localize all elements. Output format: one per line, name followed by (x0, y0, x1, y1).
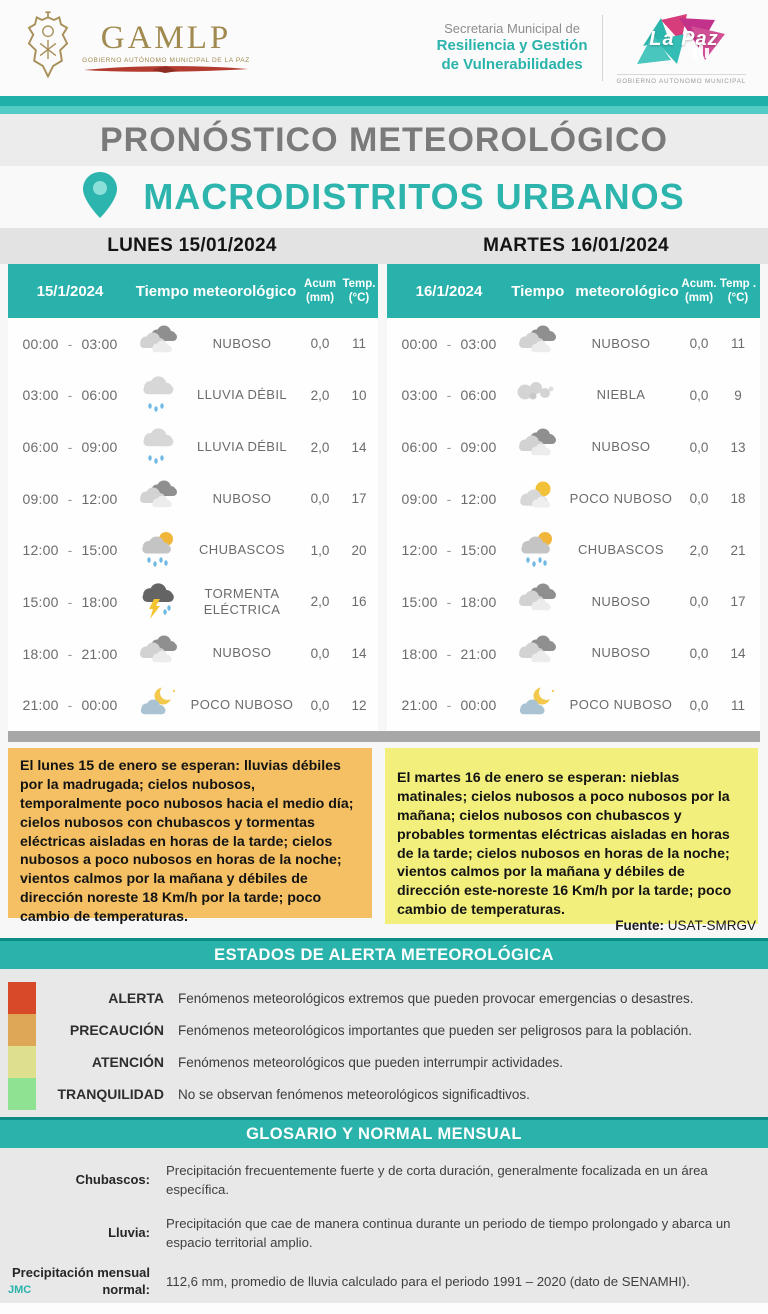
temperature-value: 14 (351, 646, 367, 662)
night-partly-icon (132, 685, 184, 725)
secretaria-line2: Resiliencia y Gestión (436, 37, 588, 55)
temperature-value: 16 (351, 594, 367, 610)
precipitation-value: 0,0 (689, 594, 709, 610)
glossary-term: Chubascos: (75, 1171, 150, 1187)
time-from: 00:00 (22, 335, 59, 352)
precipitation-value: 0,0 (689, 646, 709, 662)
forecast-row (387, 318, 760, 370)
time-dash: - (67, 490, 73, 507)
forecast-row (8, 370, 378, 422)
time-range (8, 439, 132, 455)
weather-label: NUBOSO (591, 438, 651, 454)
time-to: 09:00 (460, 439, 497, 456)
lapaz-title: La Paz (649, 27, 719, 50)
time-to: 09:00 (81, 439, 118, 456)
time-from: 21:00 (401, 697, 438, 714)
cloudy-icon (511, 324, 563, 364)
column-header-weather: Tiempo meteorológico (511, 282, 679, 300)
temperature-value: 14 (730, 646, 746, 662)
weather-label: NUBOSO (591, 645, 651, 661)
summary-box-tuesday: El martes 16 de enero se esperan: nieblas matinales; cielos nubosos a poco nubosos por la mañana; cielos nubosos con chubascos y probables tormentas eléctricas aisladas en horas de la tarde; cielos nubosos en horas de la noche; vientos calmos por la mañana y débiles de dirección este-noreste 16 Km/h por la tarde; poco cambio de temperaturas. (385, 748, 758, 924)
weather-label: NUBOSO (212, 490, 272, 506)
forecast-row (8, 473, 378, 525)
time-from: 15:00 (401, 593, 438, 610)
column-header-temp (719, 277, 757, 306)
time-from: 18:00 (22, 645, 59, 662)
lapaz-emblem-icon (635, 12, 727, 73)
night-partly-icon (511, 685, 563, 725)
glossary-definition: Precipitación que cae de manera continua durante un periodo de tiempo prolongado y abarca un espacio territorial amplio. (166, 1215, 731, 1250)
day-header-tuesday: MARTES 16/01/2024 (483, 235, 669, 256)
time-to: 15:00 (81, 542, 118, 559)
forecast-row (8, 525, 378, 577)
time-range (387, 646, 511, 662)
time-dash: - (446, 697, 452, 714)
temperature-value: 17 (351, 491, 367, 507)
time-dash: - (446, 542, 452, 559)
page-title: PRONÓSTICO METEOROLÓGICO (99, 120, 669, 159)
glossary-area (0, 1148, 768, 1303)
precipitation-value: 2,0 (310, 439, 330, 455)
forecast-row (8, 628, 378, 680)
precipitation-value: 1,0 (310, 542, 330, 558)
glossary-definition: 112,6 mm, promedio de lluvia calculado para el periodo 1991 – 2020 (dato de SENAMHI). (166, 1274, 690, 1290)
forecast-row (8, 318, 378, 370)
alert-level-row (0, 1078, 768, 1110)
glossary-term: Lluvia: (108, 1224, 150, 1240)
precipitation-value: 0,0 (689, 387, 709, 403)
temperature-value: 13 (730, 439, 746, 455)
weather-label: CHUBASCOS (199, 542, 285, 558)
weather-label: NUBOSO (591, 593, 651, 609)
time-range (8, 542, 132, 558)
temperature-value: 9 (734, 387, 742, 403)
precipitation-value: 0,0 (310, 646, 330, 662)
precipitation-value: 2,0 (310, 594, 330, 610)
gamlp-subtitle: GOBIERNO AUTÓNOMO MUNICIPAL DE LA PAZ (82, 57, 250, 64)
temperature-value: 12 (351, 697, 367, 713)
time-dash: - (67, 335, 73, 352)
time-from: 06:00 (22, 439, 59, 456)
weather-label: NUBOSO (212, 645, 272, 661)
time-dash: - (67, 697, 73, 714)
column-header-date: 16/1/2024 (415, 282, 483, 300)
secretaria-line3: de Vulnerabilidades (441, 56, 583, 74)
time-dash: - (67, 593, 73, 610)
time-to: 15:00 (460, 542, 497, 559)
weather-label: LLUVIA DÉBIL (196, 387, 288, 403)
alert-level-row (0, 982, 768, 1014)
time-to: 03:00 (81, 335, 118, 352)
alert-level-description: Fenómenos meteorológicos importantes que pueden ser peligrosos para la población. (178, 1022, 693, 1038)
column-header-temp-line1: Temp. (342, 277, 376, 290)
column-header-acum-line1: Acum (304, 277, 336, 290)
alert-color-swatch (8, 1014, 36, 1046)
secretaria-block (437, 21, 588, 75)
column-header-weather: Tiempo meteorológico (135, 282, 297, 300)
temperature-value: 18 (730, 491, 746, 507)
time-range (8, 646, 132, 662)
precipitation-value: 0,0 (689, 336, 709, 352)
glossary-row (0, 1156, 768, 1204)
precipitation-value: 0,0 (689, 697, 709, 713)
time-dash: - (446, 490, 452, 507)
column-header-temp-line2: (°C) (348, 292, 370, 304)
time-from: 21:00 (22, 697, 59, 714)
lapaz-subtitle: GOBIERNO AUTONOMO MUNICIPAL (617, 74, 746, 85)
temperature-value: 11 (730, 697, 745, 713)
forecast-row (387, 421, 760, 473)
time-to: 00:00 (460, 697, 497, 714)
column-header-date: 15/1/2024 (36, 282, 104, 300)
cloudy-icon (511, 634, 563, 674)
temperature-value: 17 (730, 594, 746, 610)
time-dash: - (67, 387, 73, 404)
time-range (387, 336, 511, 352)
forecast-row (8, 576, 378, 628)
lapaz-logo (617, 12, 746, 85)
cloudy-icon (132, 634, 184, 674)
showers-icon (511, 530, 563, 570)
time-to: 00:00 (81, 697, 118, 714)
forecast-row (387, 473, 760, 525)
temperature-value: 10 (351, 387, 367, 403)
glossary-section-title: GLOSARIO Y NORMAL MENSUAL (0, 1120, 768, 1148)
time-dash: - (446, 439, 452, 456)
weather-label: LLUVIA DÉBIL (196, 438, 288, 454)
time-from: 00:00 (401, 335, 438, 352)
title-band (0, 114, 768, 166)
time-from: 18:00 (401, 645, 438, 662)
time-from: 06:00 (401, 439, 438, 456)
time-to: 21:00 (460, 645, 497, 662)
forecast-row (387, 370, 760, 422)
time-dash: - (446, 593, 452, 610)
light-rain-icon (132, 375, 184, 415)
page-header (0, 0, 768, 96)
forecast-row (8, 421, 378, 473)
column-header-temp-line1: Temp . (719, 277, 757, 290)
source-value: USAT-SMRGV (663, 918, 756, 933)
temperature-value: 11 (351, 336, 366, 352)
weather-label: CHUBASCOS (578, 542, 664, 558)
teal-divider-bar (0, 96, 768, 114)
time-dash: - (67, 542, 73, 559)
alerts-section-title: ESTADOS DE ALERTA METEOROLÓGICA (0, 941, 768, 969)
time-dash: - (67, 439, 73, 456)
time-range (8, 697, 132, 713)
time-to: 18:00 (81, 593, 118, 610)
source-line (420, 918, 756, 933)
time-to: 21:00 (81, 645, 118, 662)
column-header-acum (679, 277, 719, 306)
time-dash: - (446, 645, 452, 662)
time-to: 06:00 (460, 387, 497, 404)
day-header-monday: LUNES 15/01/2024 (107, 235, 277, 256)
time-range (8, 491, 132, 507)
glossary-row (0, 1262, 768, 1302)
time-range (387, 594, 511, 610)
forecast-body-0 (8, 318, 378, 731)
forecast-row (8, 679, 378, 731)
credit-initials: JMC (8, 1284, 32, 1296)
fog-icon (511, 375, 563, 415)
day-header-band (0, 228, 768, 264)
alert-level-name: TRANQUILIDAD (57, 1086, 164, 1102)
temperature-value: 14 (351, 439, 367, 455)
column-header-temp (340, 277, 378, 306)
column-header-temp-line2: (°C) (727, 292, 749, 304)
time-from: 03:00 (401, 387, 438, 404)
cloudy-icon (132, 479, 184, 519)
alert-level-name: PRECAUCIÓN (69, 1022, 164, 1038)
forecast-body-1 (387, 318, 760, 731)
weather-label: NUBOSO (212, 335, 272, 351)
light-rain-icon (132, 427, 184, 467)
gamlp-crest-icon (22, 10, 74, 87)
time-to: 18:00 (460, 593, 497, 610)
table-header-tuesday (387, 264, 760, 318)
time-range (387, 387, 511, 403)
temperature-value: 11 (730, 336, 745, 352)
time-range (387, 491, 511, 507)
alert-level-row (0, 1014, 768, 1046)
time-range (387, 697, 511, 713)
time-range (8, 594, 132, 610)
gamlp-wordmark (82, 22, 250, 74)
source-label: Fuente: (615, 918, 664, 933)
time-from: 12:00 (401, 542, 438, 559)
page-subtitle: MACRODISTRITOS URBANOS (143, 176, 685, 217)
header-right-block (437, 12, 746, 85)
weather-label: NIEBLA (596, 387, 646, 403)
time-from: 12:00 (22, 542, 59, 559)
cloudy-icon (511, 582, 563, 622)
weather-label: POCO NUBOSO (190, 697, 294, 713)
time-to: 06:00 (81, 387, 118, 404)
time-to: 03:00 (460, 335, 497, 352)
time-range (387, 542, 511, 558)
weather-label: POCO NUBOSO (569, 490, 673, 506)
cloudy-icon (132, 324, 184, 364)
precipitation-value: 0,0 (310, 697, 330, 713)
gamlp-logo (22, 10, 250, 87)
alert-level-name: ATENCIÓN (91, 1054, 164, 1070)
time-range (387, 439, 511, 455)
cloudy-icon (511, 427, 563, 467)
forecast-row (387, 679, 760, 731)
temperature-value: 20 (351, 542, 367, 558)
column-header-acum (300, 277, 340, 306)
precipitation-value: 2,0 (689, 542, 709, 558)
time-range (8, 387, 132, 403)
location-pin-icon (83, 172, 117, 223)
time-from: 15:00 (22, 593, 59, 610)
alert-color-swatch (8, 982, 36, 1014)
alert-level-description: Fenómenos meteorológicos que pueden interrumpir actividades. (178, 1054, 563, 1070)
gamlp-red-ribbon (82, 64, 250, 74)
showers-icon (132, 530, 184, 570)
alert-level-description: Fenómenos meteorológicos extremos que pueden provocar emergencias o desastres. (178, 990, 694, 1006)
summary-box-monday: El lunes 15 de enero se esperan: lluvias débiles por la madrugada; cielos nubosos, temporalmente poco nubosos hacia el medio día; cielos nubosos con chubascos y tormentas eléctricas aisladas en horas de la tarde; cielos nubosos a poco nubosos en horas de la noche; vientos calmos por la mañana y débiles de dirección noreste 18 Km/h por la tarde; poco cambio de temperaturas. (8, 748, 372, 918)
table-header-monday (8, 264, 378, 318)
time-dash: - (446, 335, 452, 352)
secretaria-line1: Secretaria Municipal de (444, 21, 580, 37)
section-divider-bar (8, 731, 760, 742)
precipitation-value: 0,0 (689, 491, 709, 507)
weather-label: POCO NUBOSO (569, 697, 673, 713)
time-from: 03:00 (22, 387, 59, 404)
time-range (8, 336, 132, 352)
alert-color-swatch (8, 1078, 36, 1110)
temperature-value: 21 (730, 542, 746, 558)
precipitation-value: 0,0 (310, 491, 330, 507)
bottom-margin-strip (0, 1303, 768, 1314)
forecast-row (387, 628, 760, 680)
day-partly-icon (511, 479, 563, 519)
time-from: 09:00 (401, 490, 438, 507)
header-divider (602, 15, 603, 81)
glossary-term: Precipitación mensual normal: (12, 1265, 150, 1297)
weather-label: NUBOSO (591, 335, 651, 351)
gamlp-title: GAMLP (100, 20, 232, 56)
glossary-row (0, 1208, 768, 1258)
time-to: 12:00 (81, 490, 118, 507)
storm-icon (132, 582, 184, 622)
weather-label: TORMENTA ELÉCTRICA (203, 585, 281, 617)
forecast-row (387, 576, 760, 628)
forecast-row (387, 525, 760, 577)
alert-color-swatch (8, 1046, 36, 1078)
column-header-acum-line2: (mm) (684, 292, 714, 304)
subtitle-band (0, 166, 768, 228)
alerts-area (0, 969, 768, 1117)
time-dash: - (67, 645, 73, 662)
precipitation-value: 0,0 (689, 439, 709, 455)
alert-level-name: ALERTA (108, 990, 164, 1006)
precipitation-value: 2,0 (310, 387, 330, 403)
precipitation-value: 0,0 (310, 336, 330, 352)
time-to: 12:00 (460, 490, 497, 507)
glossary-definition: Precipitación frecuentemente fuerte y de corta duración, generalmente focalizada en un área específica. (166, 1162, 708, 1197)
column-header-acum-line1: Acum. (681, 277, 717, 290)
time-from: 09:00 (22, 490, 59, 507)
time-dash: - (446, 387, 452, 404)
alert-level-description: No se observan fenómenos meteorológicos significadtivos. (178, 1086, 530, 1102)
alert-level-row (0, 1046, 768, 1078)
column-header-acum-line2: (mm) (305, 292, 335, 304)
